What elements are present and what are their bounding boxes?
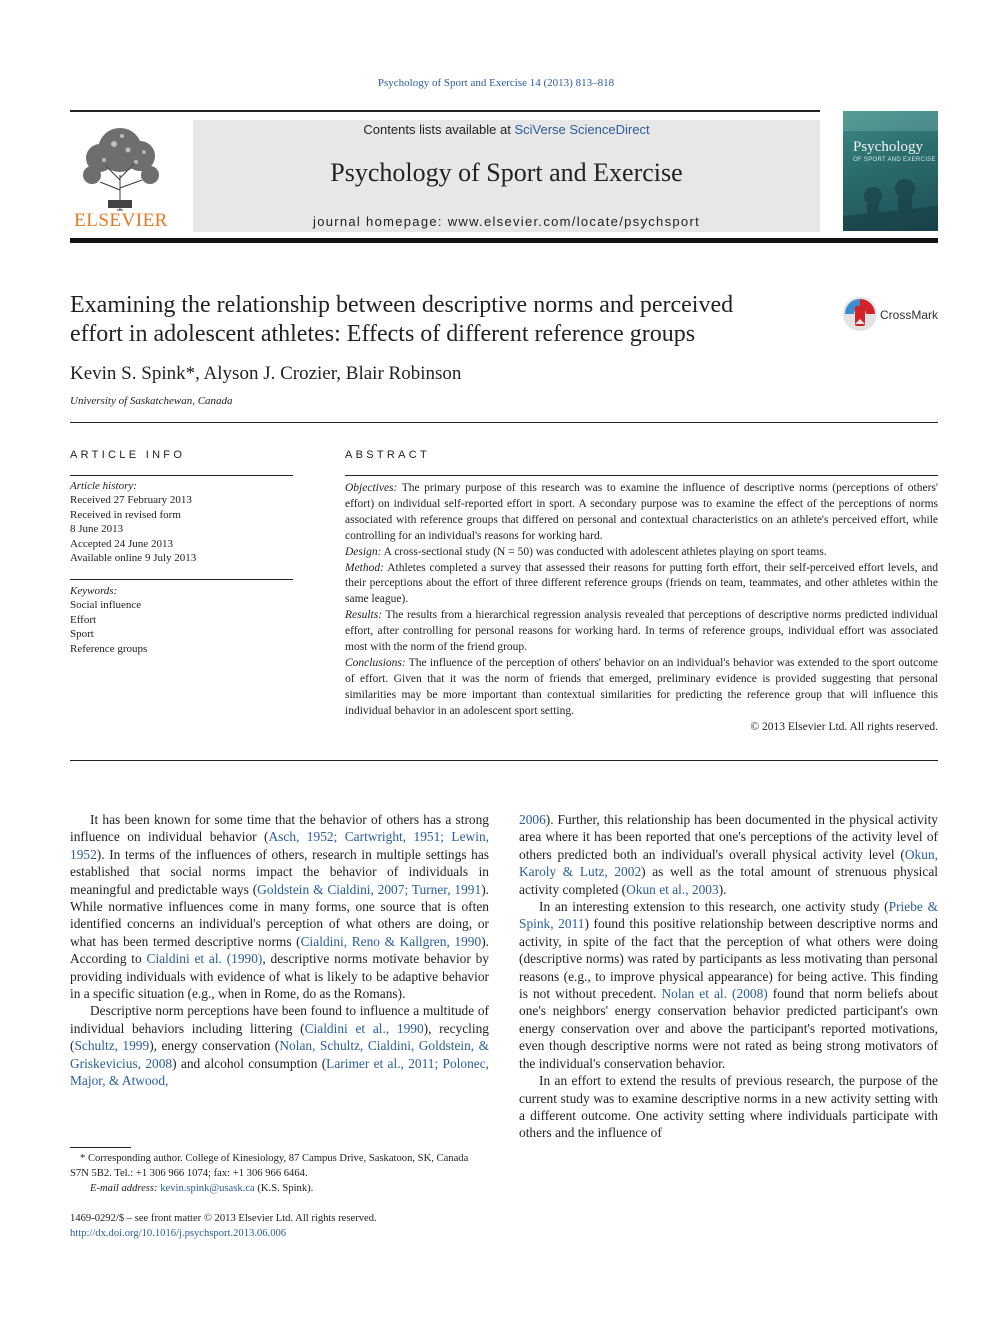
body-text: ), recycling ( [70,1020,489,1054]
citation-link[interactable]: Cialdini, Reno & Kallgren, 1990 [300,933,482,949]
journal-masthead [193,120,820,232]
keyword-item: Sport [70,628,94,641]
citation-link[interactable]: Okun et al., 2003 [626,881,719,897]
email-suffix: (K.S. Spink). [254,1183,314,1194]
article-title [70,291,830,349]
sciencedirect-link[interactable]: SciVerse ScienceDirect [514,122,650,137]
body-text: ). According to [70,933,489,967]
design-text: A cross-sectional study (N = 50) was conducted with adolescent athletes playing on sport teams. [381,545,827,558]
abstract-divider [70,760,938,761]
citation-link[interactable]: Asch, 1952; Cartwright, 1951; Lewin, 1952 [70,829,489,862]
body-paragraph [70,811,489,1002]
journal-homepage-link[interactable]: journal homepage: www.elsevier.com/locate/psychsport [313,214,700,229]
elsevier-wordmark: ELSEVIER [74,210,168,231]
citation-link[interactable]: Larimer et al., 2011; Polonec, Major, & Atwood, [70,1055,489,1089]
keywords-label: Keywords: [70,585,118,597]
article-info-heading: ARTICLE INFO [70,449,186,461]
journal-cover-image[interactable] [843,111,938,231]
email-line [70,1181,489,1196]
contents-line [193,122,820,137]
body-paragraph [519,811,938,898]
body-text: , descriptive norms motivate behavior by providing individuals with evidence of what is likely to be adaptive behavior in a specific situation (e.g., when in Rome, do as the Romans). [70,951,489,1002]
citation-link[interactable]: Okun, Karoly & Lutz, 2002 [519,846,938,880]
elsevier-tree-icon [70,120,172,212]
keyword-item: Social influence [70,599,142,612]
abstract-conclusions [345,656,938,720]
body-text: found that norm beliefs about one's neighbors' energy conservation behavior predicted participant's own energy conservation over and above the participant's reported motivations, even though descriptive norms were not rated as being strong motivators of the individual's conservation behavior. [519,986,938,1071]
abstract-results [345,608,938,656]
method-label: Method: [345,561,384,574]
journal-citation[interactable]: Psychology of Sport and Exercise 14 (2013) 813–818 [377,77,615,89]
body-text: ), energy conservation ( [149,1038,280,1054]
cover-subtitle: OF SPORT AND EXERCISE [853,157,936,163]
history-online: Available online 9 July 2013 [70,552,197,565]
abstract-design [345,545,938,561]
crossmark-icon [842,296,878,332]
body-text: ) found this positive relationship between descriptive norms and activity, in spite of the fact that the perception of what others were doing (descriptive norms) was rated by participants as less motivating than personal reasons (e.g., to improve physical appearance) for being active. This finding is not without precedent. [519,916,939,1002]
body-left-column [70,811,489,1090]
body-text: In an interesting extension to this research, one activity study ( [539,899,889,915]
conclusions-label: Conclusions: [345,656,406,669]
keyword-item: Reference groups [70,642,148,655]
body-right-column [519,811,938,1142]
journal-title: Psychology of Sport and Exercise [330,158,683,187]
history-revised-label: Received in revised form [70,508,181,521]
conclusions-text: The influence of the perception of others' behavior on an individual's behavior was extended to the sport outcome of effort. Given that it was the norm of friends that emerged, preliminary evidence is provided suggesting that personal similarities may be more important than contextual similarities for predicting the reference group that will influence this individual behavior in an adolescent sport setting. [345,656,938,717]
citation-link[interactable]: Goldstein & Cialdini, 2007; Turner, 1991 [257,881,482,897]
citation-link[interactable]: 2006 [519,812,546,827]
history-revised-date: 8 June 2013 [70,523,124,536]
abstract-body [345,481,938,736]
abstract-rule [345,475,938,476]
method-text: Athletes completed a survey that assessed their reasons for putting forth effort, their self-perceived effort levels, and their perceptions about the effort of three different reference groups (friends on team, teammates, and other athletes within the same league). [345,561,938,606]
body-text: ) and alcohol consumption ( [172,1055,327,1071]
title-divider [70,422,938,423]
article-title-line-2: effort in adolescent athletes: Effects of different reference groups [70,321,696,347]
body-paragraph: In an effort to extend the results of previous research, the purpose of the current study was to examine descriptive norms in a new activity setting with a different outcome. One activity setting where individuals participate with others and the influence of [519,1073,938,1141]
keywords-block [70,584,293,656]
crossmark-label: CrossMark [880,308,939,322]
body-paragraph [519,898,938,1072]
abstract-heading: ABSTRACT [345,449,431,461]
citation-link[interactable]: Cialdini et al. (1990) [146,951,263,967]
cover-title: Psychology [853,139,924,155]
front-matter-notes [70,1211,670,1241]
body-text: Descriptive norm perceptions have been found to influence a multitude of individual behaviors including littering ( [70,1003,489,1036]
history-received: Received 27 February 2013 [70,494,192,507]
body-text: ). In terms of the influences of others, research in multiple settings has established that social norms impact the behavior of individuals in meaningful and predictable ways ( [70,846,489,897]
results-text: The results from a hierarchical regression analysis revealed that perceptions of descriptive norms predicted individual effort, after controlling for personal reasons for working hard. In terms of reference groups, individual effort was associated most with the norm of the friend group. [345,609,938,654]
issn-line: 1469-0292/$ – see front matter © 2013 Elsevier Ltd. All rights reserved. [70,1213,377,1224]
body-text: ) as well as the total amount of strenuous physical activity completed ( [519,864,938,897]
author-affiliation: University of Saskatchewan, Canada [70,395,233,407]
body-text: ). Further, this relationship has been documented in the physical activity area where it has been reported that one's perceptions of the activity level of others predicted both an individual's overall physical activity level ( [519,812,938,862]
abstract-objectives [345,481,938,545]
contents-prefix: Contents lists available at [363,122,515,137]
abstract-copyright: © 2013 Elsevier Ltd. All rights reserved. [750,720,938,733]
article-title-line-1: Examining the relationship between descriptive norms and perceived [70,292,734,318]
header-rule [70,110,820,112]
body-text: It has been known for some time that the behavior of others has a strong influence on individual behavior ( [70,812,489,845]
body-text: ). While normative influences come in many forms, one source that is often identified concerns an individual's perception of what others are doing, or what has been termed descriptive norms ( [70,881,489,949]
article-history [70,479,293,565]
body-text: ). [718,881,727,897]
email-label: E-mail address: [90,1183,161,1194]
citation-link[interactable]: Priebe & Spink, 2011 [519,899,938,932]
abstract-method [345,561,938,609]
citation-link[interactable]: Cialdini et al., 1990 [304,1020,424,1036]
history-label: Article history: [70,480,137,492]
history-accepted: Accepted 24 June 2013 [70,537,173,550]
citation-link[interactable]: Schultz, 1999 [74,1038,150,1054]
design-label: Design: [345,545,382,558]
footnote-rule [70,1147,131,1148]
citation-link[interactable]: Nolan, Schultz, Cialdini, Goldstein, & Griskevicius, 2008 [70,1038,490,1071]
corresponding-author-note: * Corresponding author. College of Kinesiology, 87 Campus Drive, Saskatoon, SK, Canada S7N 5B2. Tel.: +1 306 966 1074; fax: +1 306 966 6464. [70,1153,469,1179]
cover-figures-icon [843,111,938,231]
keywords-rule [70,579,293,580]
crossmark-badge[interactable] [842,296,942,336]
objectives-label: Objectives: [345,482,398,494]
citation-link[interactable]: Nolan et al. (2008) [661,986,768,1002]
article-info-rule [70,475,293,476]
elsevier-logo[interactable] [70,120,172,232]
author-list: Kevin S. Spink*, Alyson J. Crozier, Blair Robinson [70,363,462,384]
email-link[interactable]: kevin.spink@usask.ca [160,1183,255,1194]
corresponding-footnote [70,1151,489,1196]
objectives-text: The primary purpose of this research was to examine the influence of descriptive norms (perceptions of others' effort) on individual self-reported effort in sport. A secondary purpose was to examine the effect of the perceptions of norms associated with reference groups that differed on personal and contextual characteristics on an athlete's perceived effort, while controlling for an individual's reasons for working hard. [345,482,938,542]
keyword-item: Effort [70,613,97,626]
body-paragraph [70,1002,489,1089]
doi-link[interactable]: http://dx.doi.org/10.1016/j.psychsport.2013.06.006 [70,1228,287,1239]
results-label: Results: [345,609,383,622]
header-thick-rule [70,238,938,243]
